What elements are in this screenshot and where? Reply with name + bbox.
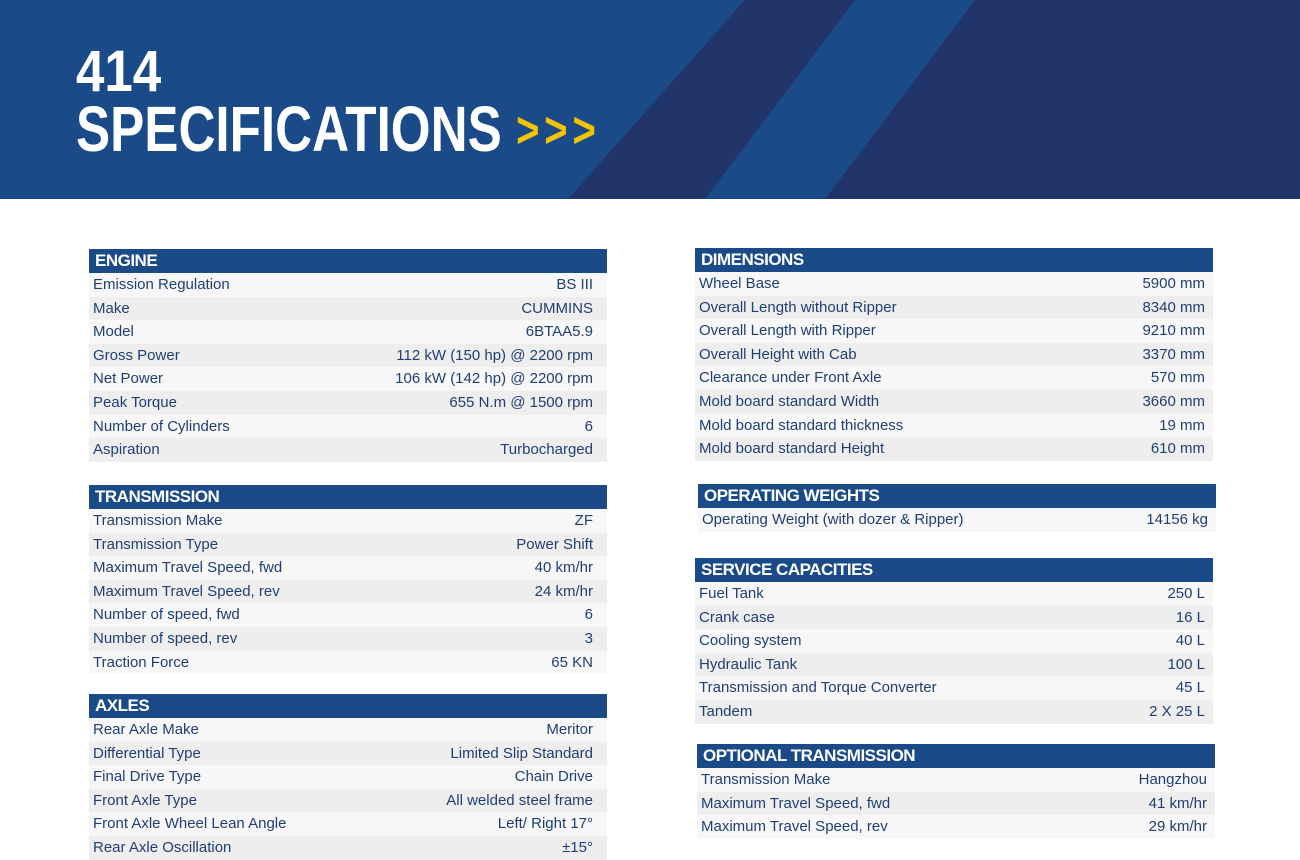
spec-value: Power Shift [516,535,593,553]
spec-label: Mold board standard Width [699,392,880,410]
spec-row [89,556,607,580]
model-number: 414 [76,39,162,104]
spec-label: Clearance under Front Axle [699,369,882,387]
spec-label: Maximum Travel Speed, rev [701,818,888,836]
spec-row [695,296,1213,320]
spec-label: Hydraulic Tank [699,655,798,673]
spec-row [89,765,607,789]
spec-value: 3660 mm [1142,392,1205,410]
optional-transmission-rows [697,768,1215,839]
spec-label: Overall Length with Ripper [699,322,876,340]
spec-row [89,509,607,533]
spec-row [697,815,1215,839]
spec-row [89,344,607,368]
spec-value: 2 X 25 L [1149,702,1205,720]
spec-row [89,789,607,813]
spec-row [89,391,607,415]
spec-label: Final Drive Type [93,768,202,786]
spec-row [695,272,1213,296]
spec-value: 40 km/hr [534,559,593,577]
section-title: TRANSMISSION [89,485,607,509]
spec-label: Make [93,299,130,317]
spec-row [695,437,1213,461]
spec-value: BS III [556,276,593,293]
spec-row [695,653,1213,677]
operating-weights-section [698,484,1216,532]
spec-value: 16 L [1175,608,1205,626]
spec-label: Overall Length without Ripper [699,298,897,316]
spec-row [695,606,1213,630]
spec-value: 14156 kg [1146,511,1208,528]
spec-row [89,297,607,321]
spec-label: Rear Axle Oscillation [93,838,232,856]
spec-label: Number of speed, rev [93,629,238,647]
spec-label: Maximum Travel Speed, fwd [701,794,891,812]
spec-row [695,414,1213,438]
engine-section [89,249,607,462]
spec-row [697,768,1215,792]
spec-value: 6 [584,606,593,624]
dimensions-section [695,248,1213,461]
spec-value: 106 kW (142 hp) @ 2200 rpm [395,370,593,388]
spec-value: 570 mm [1150,369,1205,387]
spec-label: Mold board standard thickness [699,416,904,434]
page-title [76,92,601,166]
spec-row [89,533,607,557]
spec-label: Maximum Travel Speed, fwd [93,559,283,577]
spec-row [698,508,1216,532]
axles-rows [89,718,607,860]
optional-transmission-section [697,744,1215,839]
spec-label: Transmission Make [701,771,831,788]
spec-label: Aspiration [93,441,160,459]
spec-row [89,742,607,766]
spec-row [89,812,607,836]
spec-row [695,629,1213,653]
arrows-icon: >>> [516,102,601,158]
spec-value: 41 km/hr [1148,794,1207,812]
spec-value: All welded steel frame [446,791,593,809]
spec-label: Front Axle Type [93,791,197,809]
spec-row [695,582,1213,606]
spec-value: 19 mm [1159,416,1205,434]
spec-label: Operating Weight (with dozer & Ripper) [702,511,964,528]
spec-value: 112 kW (150 hp) @ 2200 rpm [396,346,593,364]
spec-row [695,343,1213,367]
spec-label: Gross Power [93,346,180,364]
spec-value: 3370 mm [1142,345,1205,363]
spec-row [89,836,607,860]
spec-row [89,273,607,297]
spec-value: ±15° [562,838,593,856]
spec-row [89,580,607,604]
service-capacities-section [695,558,1213,724]
section-title: AXLES [89,694,607,718]
spec-label: Number of Cylinders [93,417,230,435]
axles-section [89,694,607,860]
spec-value: Limited Slip Standard [450,744,593,762]
spec-row [695,676,1213,700]
spec-value: 6 [584,417,593,435]
spec-label: Rear Axle Make [93,721,199,738]
spec-value: 610 mm [1150,440,1205,458]
section-title: DIMENSIONS [695,248,1213,272]
spec-value: 8340 mm [1142,298,1205,316]
spec-label: Cooling system [699,632,802,650]
transmission-rows [89,509,607,674]
spec-row [695,390,1213,414]
spec-value: 9210 mm [1142,322,1205,340]
spec-label: Number of speed, fwd [93,606,240,624]
spec-row [695,319,1213,343]
header-banner [0,0,1300,199]
spec-label: Traction Force [93,653,190,671]
spec-row [695,366,1213,390]
spec-value: CUMMINS [521,299,593,317]
spec-value: Hangzhou [1138,771,1207,788]
spec-value: 100 L [1167,655,1205,673]
section-title: SERVICE CAPACITIES [695,558,1213,582]
spec-label: Model [93,323,134,341]
spec-label: Transmission Make [93,512,223,529]
spec-label: Differential Type [93,744,201,762]
spec-value: Left/ Right 17° [497,815,593,833]
spec-value: Turbocharged [500,441,593,459]
spec-value: 29 km/hr [1148,818,1207,836]
spec-label: Wheel Base [699,275,780,292]
section-title: OPTIONAL TRANSMISSION [697,744,1215,768]
spec-value: 45 L [1175,679,1205,697]
spec-row [695,700,1213,724]
spec-label: Overall Height with Cab [699,345,857,363]
spec-label: Crank case [699,608,775,626]
spec-label: Emission Regulation [93,276,230,293]
spec-label: Mold board standard Height [699,440,885,458]
transmission-section [89,485,607,674]
section-title: OPERATING WEIGHTS [698,484,1216,508]
spec-label: Peak Torque [93,393,177,411]
spec-value: Meritor [546,721,593,738]
spec-value: 65 KN [551,653,593,671]
spec-row [89,438,607,462]
spec-value: 24 km/hr [534,582,593,600]
engine-rows [89,273,607,462]
spec-row [89,627,607,651]
spec-label: Tandem [699,702,753,720]
spec-row [89,367,607,391]
spec-label: Transmission and Torque Converter [699,679,937,697]
page-title-text: SPECIFICATIONS [76,93,502,165]
spec-value: 6BTAA5.9 [525,323,593,341]
spec-label: Net Power [93,370,164,388]
spec-row [697,792,1215,816]
spec-row [89,320,607,344]
spec-label: Fuel Tank [699,585,764,602]
dimensions-rows [695,272,1213,461]
spec-value: 655 N.m @ 1500 rpm [449,393,593,411]
operating-weights-rows [698,508,1216,532]
spec-value: 250 L [1167,585,1205,602]
spec-value: 40 L [1175,632,1205,650]
spec-value: Chain Drive [514,768,593,786]
spec-row [89,603,607,627]
section-title: ENGINE [89,249,607,273]
spec-row [89,718,607,742]
spec-row [89,415,607,439]
spec-value: 3 [584,629,593,647]
spec-value: 5900 mm [1142,275,1205,292]
spec-label: Maximum Travel Speed, rev [93,582,280,600]
spec-label: Transmission Type [93,535,219,553]
spec-value: ZF [574,512,593,529]
service-capacities-rows [695,582,1213,724]
spec-row [89,651,607,675]
spec-label: Front Axle Wheel Lean Angle [93,815,287,833]
